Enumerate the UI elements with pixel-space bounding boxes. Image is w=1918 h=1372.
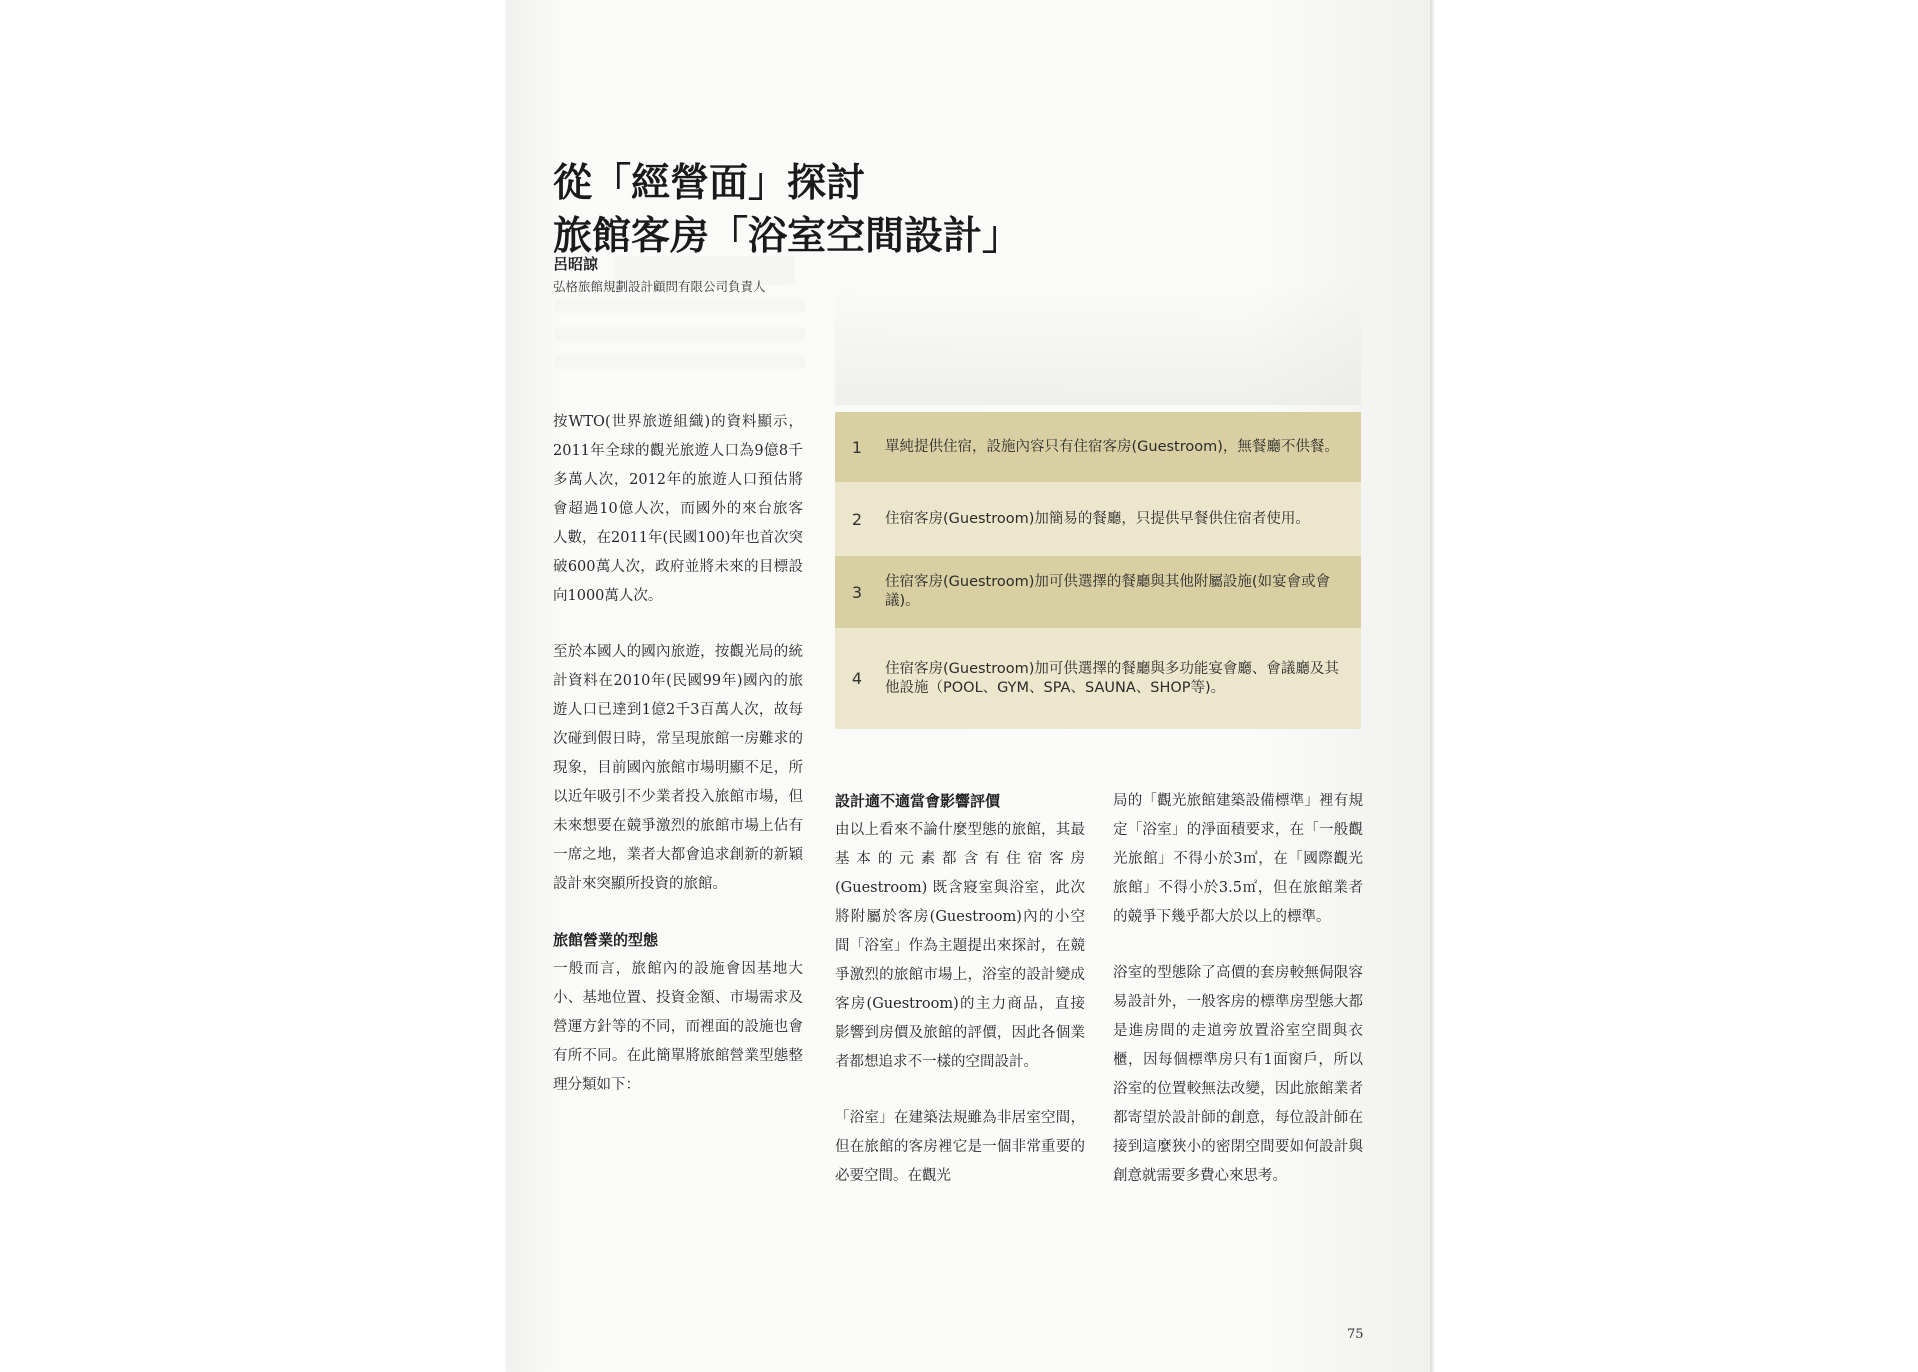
table-row xyxy=(835,628,1361,729)
row-number: 1 xyxy=(851,437,863,457)
row-number: 3 xyxy=(851,582,863,602)
paragraph: 按WTO(世界旅遊組織)的資料顯示，2011年全球的觀光旅遊人口為9億8千多萬人次，2012年的旅遊人口預估將會超過10億人次，而國外的來台旅客人數，在2011年(民國100)年也首次突破600萬人次，政府並將未來的目標設向1000萬人次。 xyxy=(553,414,803,604)
title-line-2: 旅館客房「浴室空間設計」 xyxy=(553,213,1022,259)
row-text: 住宿客房(Guestroom)加可供選擇的餐廳與其他附屬設施(如宴會或會議)。 xyxy=(885,574,1331,609)
business-type-table xyxy=(835,412,1361,729)
table-row xyxy=(835,482,1361,556)
page-number: 75 xyxy=(1347,1327,1364,1342)
author-affiliation: 弘格旅館規劃設計顧問有限公司負責人 xyxy=(553,279,766,294)
title-line-1: 從「經營面」探討 xyxy=(553,160,866,206)
paragraph: 至於本國人的國內旅遊，按觀光局的統計資料在2010年(民國99年)國內的旅遊人口已達到1億2千3百萬人次，故每次碰到假日時，常呈現旅館一房難求的現象，目前國內旅館市場明顯不足，所以近年吸引不少業者投入旅館市場，但未來想要在競爭激烈的旅館市場上佔有一席之地，業者大都會追求創新的新穎設計來突顯所投資的旅館。 xyxy=(553,644,803,892)
paragraph: 局的「觀光旅館建築設備標準」裡有規定「浴室」的淨面積要求，在「一般觀光旅館」不得小於3㎡，在「國際觀光旅館」不得小於3.5㎡，但在旅館業者的競爭下幾乎都大於以上的標準。 xyxy=(1113,793,1363,925)
paragraph: 由以上看來不論什麼型態的旅館，其最基本的元素都含有住宿客房(Guestroom) 既含寢室與浴室，此次將附屬於客房(Guestroom)內的小空間「浴室」作為主題提出來探討，在競爭激烈的旅館市場上，浴室的設計變成客房(Guestroom)的主力商品，直接影響到房價及旅館的評價，因此各個業者都想追求不一樣的空間設計。 xyxy=(835,822,1085,1070)
row-text: 住宿客房(Guestroom)加可供選擇的餐廳與多功能宴會廳、會議廳及其他設施（POOL、GYM、SPA、SAUNA、SHOP等)。 xyxy=(885,660,1339,696)
section-heading: 設計適不適當會影響評價 xyxy=(835,792,1001,810)
paragraph: 浴室的型態除了高價的套房較無侷限容易設計外，一般客房的標準房型態大都是進房間的走道旁放置浴室空間與衣櫃，因每個標準房只有1面窗戶，所以浴室的位置較無法改變，因此旅館業者都寄望於設計師的創意，每位設計師在接到這麼狹小的密閉空間要如何設計與創意就需要多費心來思考。 xyxy=(1113,965,1363,1184)
table-row xyxy=(835,412,1361,482)
row-number: 2 xyxy=(851,509,863,529)
column-1 xyxy=(553,408,803,1127)
paragraph: 一般而言，旅館內的設施會因基地大小、基地位置、投資金額、市場需求及營運方針等的不同，而裡面的設施也會有所不同。在此簡單將旅館營業型態整理分類如下： xyxy=(553,961,803,1093)
row-number: 4 xyxy=(851,669,863,688)
article-title xyxy=(553,157,1113,263)
column-3 xyxy=(1113,787,1363,1218)
section-heading: 旅館營業的型態 xyxy=(553,931,659,949)
column-2 xyxy=(835,787,1085,1218)
row-text: 住宿客房(Guestroom)加簡易的餐廳，只提供早餐供住宿者使用。 xyxy=(885,510,1310,527)
page-edge xyxy=(1430,0,1435,1372)
table-row xyxy=(835,556,1361,628)
paragraph: 「浴室」在建築法規雖為非居室空間，但在旅館的客房裡它是一個非常重要的必要空間。在觀光 xyxy=(835,1110,1085,1184)
show-through-shadow xyxy=(835,280,1361,405)
author-name: 呂昭諒 xyxy=(553,255,599,273)
row-text: 單純提供住宿，設施內容只有住宿客房(Guestroom)，無餐廳不供餐。 xyxy=(885,438,1339,455)
